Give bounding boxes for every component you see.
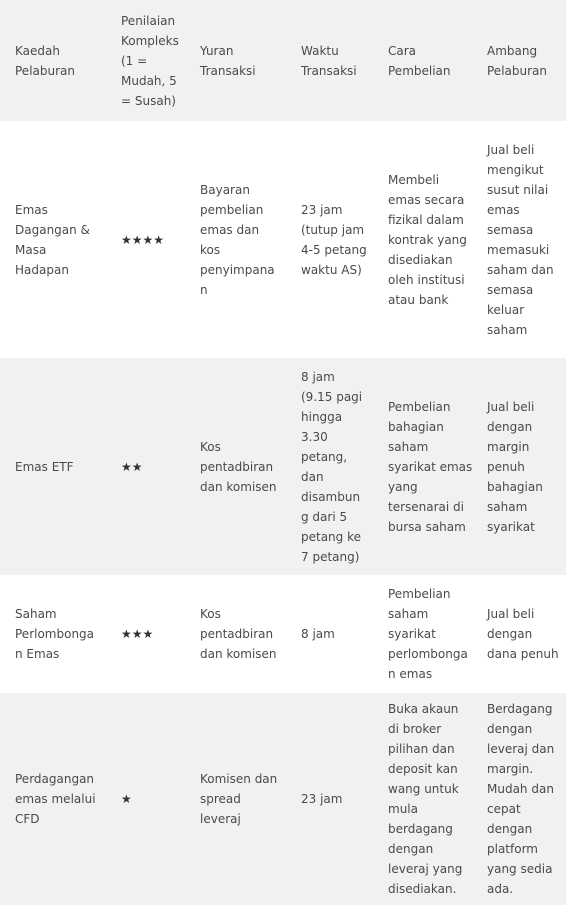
cell-fees: Kos pentadbiran dan komisen xyxy=(200,607,277,661)
header-rating: Penilaian Kompleks (1 = Mudah, 5 = Susah) xyxy=(121,13,179,108)
cell-hours: 8 jam xyxy=(301,627,335,641)
cell-method: Emas Dagangan & Masa Hadapan xyxy=(15,202,90,277)
cell-rating-stars: ★ xyxy=(121,792,132,806)
cell-threshold: Jual beli dengan dana penuh xyxy=(487,607,559,661)
cell-threshold: Jual beli dengan margin penuh bahagian saham syarikat xyxy=(487,399,543,534)
cell-rating-stars: ★★★ xyxy=(121,627,154,641)
cell-fees: Komisen dan spread leveraj xyxy=(200,772,278,826)
header-hours: Waktu Transaksi xyxy=(301,43,357,78)
table-row xyxy=(0,358,566,575)
cell-fees: Bayaran pembelian emas dan kos penyimpanan xyxy=(200,182,275,297)
table-row xyxy=(0,575,566,693)
table-row xyxy=(0,121,566,358)
cell-purchase: Pembelian bahagian saham syarikat emas yang tersenarai di bursa saham xyxy=(388,399,473,534)
cell-fees: Kos pentadbiran dan komisen xyxy=(200,439,277,494)
cell-threshold: Jual beli mengikut susut nilai emas semasa memasuki saham dan semasa keluar saham xyxy=(487,142,554,337)
header-purchase: Cara Pembelian xyxy=(388,43,451,78)
cell-method: Saham Perlombongan Emas xyxy=(15,607,95,661)
cell-rating-stars: ★★ xyxy=(121,459,143,474)
header-fees: Yuran Transaksi xyxy=(200,43,256,78)
cell-hours: 23 jam xyxy=(301,792,343,806)
header-threshold: Ambang Pelaburan xyxy=(487,43,547,78)
cell-method: Perdagangan emas melalui CFD xyxy=(15,772,96,826)
cell-purchase: Pembelian saham syarikat perlombongan emas xyxy=(388,587,468,681)
cell-method: Emas ETF xyxy=(15,459,74,474)
cell-purchase: Membeli emas secara fizikal dalam kontrak yang disediakan oleh institusi atau bank xyxy=(388,172,467,307)
cell-rating-stars: ★★★★ xyxy=(121,232,165,247)
cell-purchase: Buka akaun di broker pilihan dan deposit kan wang untuk mula berdagang dengan leveraj yang disediakan. xyxy=(388,702,463,896)
cell-hours: 8 jam (9.15 pagi hingga 3.30 petang, dan disambung dari 5 petang ke 7 petang) xyxy=(301,369,363,564)
table-header-row xyxy=(0,0,566,121)
header-method: Kaedah Pelaburan xyxy=(15,43,75,78)
cell-hours: 23 jam (tutup jam 4-5 petang waktu AS) xyxy=(301,202,367,277)
cell-threshold: Berdagang dengan leveraj dan margin. Mudah dan cepat dengan platform yang sedia ada. xyxy=(487,702,555,896)
table-row xyxy=(0,693,566,905)
